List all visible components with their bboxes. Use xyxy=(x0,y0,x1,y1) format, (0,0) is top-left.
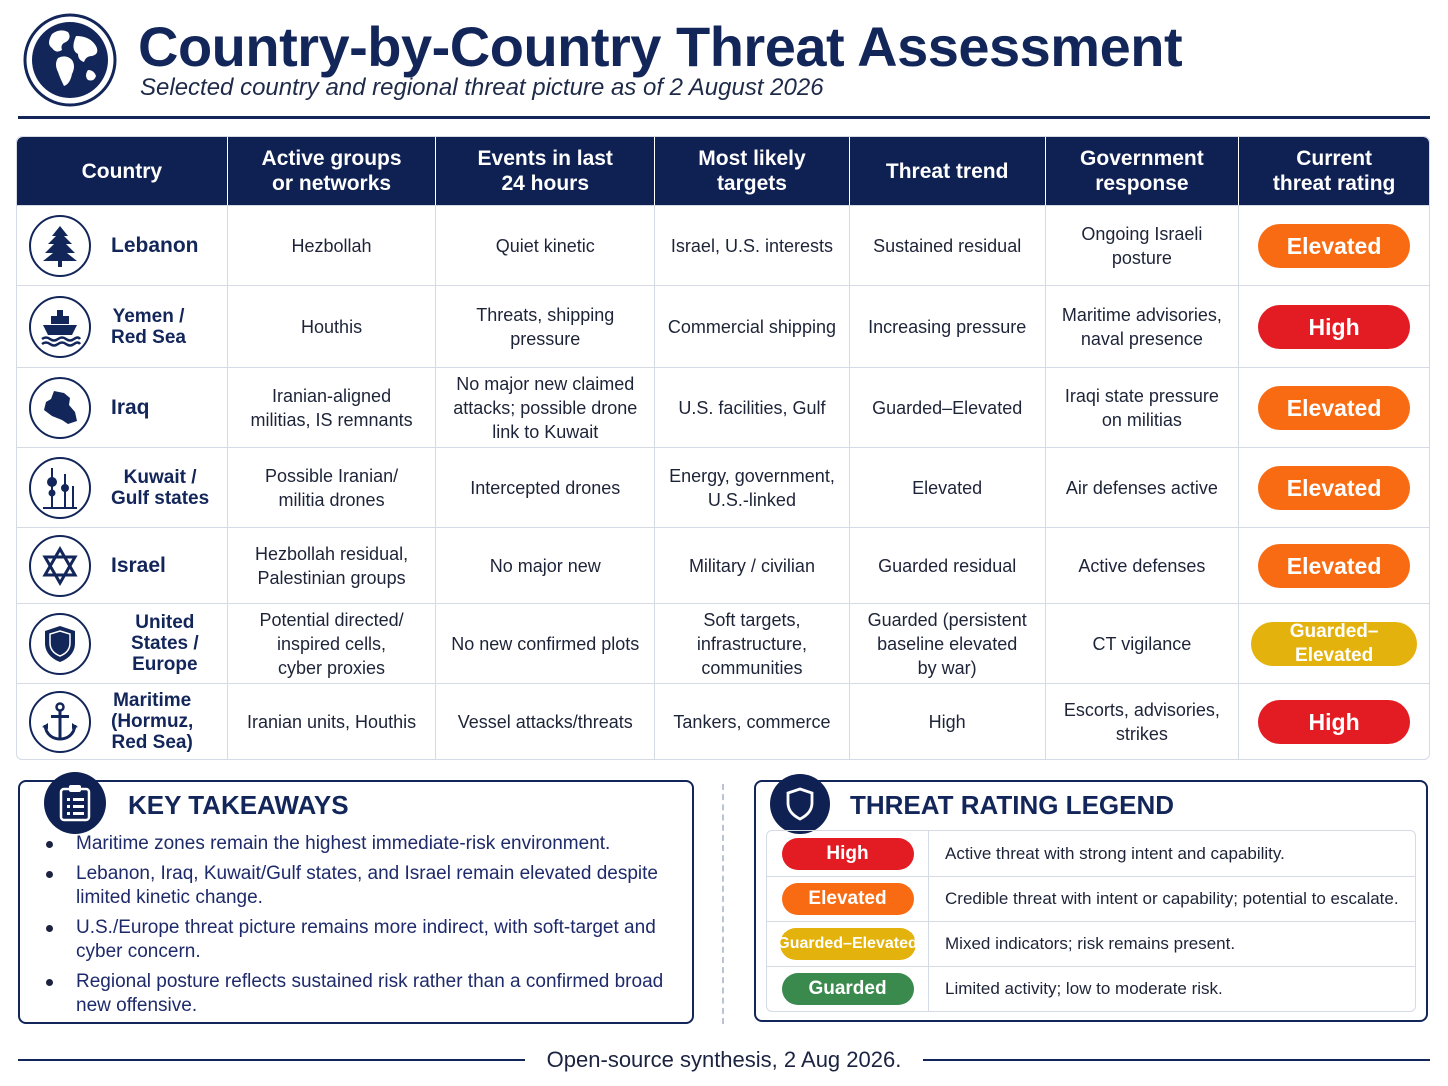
trend-cell: Increasing pressure xyxy=(850,286,1046,367)
country-name: Israel xyxy=(111,554,166,577)
country-cell xyxy=(17,286,228,367)
table-row xyxy=(17,603,1429,683)
country-name: Lebanon xyxy=(111,234,199,257)
legend-badge-cell xyxy=(767,831,929,876)
rating-cell xyxy=(1239,684,1429,759)
trend-cell: Guarded residual xyxy=(850,528,1046,603)
targets-cell: Tankers, commerce xyxy=(655,684,850,759)
list-item: U.S./Europe threat picture remains more indirect, with soft-target and cyber concern. xyxy=(42,916,682,964)
legend-row xyxy=(767,966,1415,1011)
column-header: Active groups or networks xyxy=(228,137,437,205)
events-cell: Threats, shipping pressure xyxy=(436,286,655,367)
response-cell: Air defenses active xyxy=(1046,448,1240,527)
table-row xyxy=(17,367,1429,447)
events-cell: No major new xyxy=(436,528,655,603)
rating-cell xyxy=(1239,604,1429,683)
rating-badge: Elevated xyxy=(1258,544,1410,588)
groups-cell: Potential directed/ inspired cells, cyber proxies xyxy=(228,604,437,683)
targets-cell: U.S. facilities, Gulf xyxy=(655,368,850,447)
column-header: Events in last 24 hours xyxy=(436,137,655,205)
groups-cell: Hezbollah residual, Palestinian groups xyxy=(228,528,437,603)
legend-description: Active threat with strong intent and capability. xyxy=(945,843,1285,863)
legend-badge-cell xyxy=(767,877,929,921)
cedar-tree-icon xyxy=(29,215,91,277)
table-row xyxy=(17,527,1429,603)
response-cell: Iraqi state pressure on militias xyxy=(1046,368,1240,447)
trend-cell: Guarded–Elevated xyxy=(850,368,1046,447)
rating-cell xyxy=(1239,368,1429,447)
country-name: Yemen / Red Sea xyxy=(111,305,186,348)
column-header: Most likely targets xyxy=(655,137,850,205)
country-cell xyxy=(17,528,228,603)
groups-cell: Possible Iranian/ militia drones xyxy=(228,448,437,527)
table-row xyxy=(17,285,1429,367)
events-cell: Quiet kinetic xyxy=(436,206,655,285)
threat-table xyxy=(16,136,1430,760)
country-name: United States / Europe xyxy=(131,612,199,675)
trend-cell: High xyxy=(850,684,1046,759)
events-cell: No new confirmed plots xyxy=(436,604,655,683)
legend-row xyxy=(767,921,1415,966)
header-divider xyxy=(18,116,1430,119)
rating-badge: High xyxy=(1258,700,1410,744)
rating-badge: Elevated xyxy=(1258,224,1410,268)
rating-badge: Guarded–Elevated xyxy=(1251,622,1417,666)
legend-badge: High xyxy=(782,838,914,870)
response-cell: Ongoing Israeli posture xyxy=(1046,206,1240,285)
events-cell: No major new claimed attacks; possible drone link to Kuwait xyxy=(436,368,655,447)
country-name: Maritime (Hormuz, Red Sea) xyxy=(111,690,194,753)
footer xyxy=(18,1044,1430,1076)
country-cell xyxy=(17,684,228,759)
column-header: Country xyxy=(17,137,228,205)
list-item: Regional posture reflects sustained risk rather than a confirmed broad new offensive. xyxy=(42,970,682,1018)
response-cell: CT vigilance xyxy=(1046,604,1240,683)
rating-cell xyxy=(1239,206,1429,285)
table-header xyxy=(17,137,1429,205)
groups-cell: Hezbollah xyxy=(228,206,437,285)
response-cell: Escorts, advisories, strikes xyxy=(1046,684,1240,759)
legend-badge-cell xyxy=(767,967,929,1011)
legend-table xyxy=(766,830,1416,1012)
rating-badge: Elevated xyxy=(1258,466,1410,510)
legend-badge: Guarded–Elevated xyxy=(780,928,916,960)
targets-cell: Commercial shipping xyxy=(655,286,850,367)
legend-description: Mixed indicators; risk remains present. xyxy=(945,934,1236,953)
header xyxy=(18,8,1430,116)
rating-cell xyxy=(1239,286,1429,367)
footer-rule xyxy=(18,1059,525,1061)
table-row xyxy=(17,447,1429,527)
groups-cell: Houthis xyxy=(228,286,437,367)
footer-rule xyxy=(923,1059,1430,1061)
page-subtitle: Selected country and regional threat picture as of 2 August 2026 xyxy=(140,74,824,101)
groups-cell: Iranian-aligned militias, IS remnants xyxy=(228,368,437,447)
response-cell: Maritime advisories, naval presence xyxy=(1046,286,1240,367)
rating-cell xyxy=(1239,448,1429,527)
list-item: Lebanon, Iraq, Kuwait/Gulf states, and Israel remain elevated despite limited kinetic change. xyxy=(42,862,682,910)
targets-cell: Israel, U.S. interests xyxy=(655,206,850,285)
legend-row xyxy=(767,876,1415,921)
list-item: Maritime zones remain the highest immediate-risk environment. xyxy=(42,832,682,856)
rating-badge: High xyxy=(1258,305,1410,349)
country-name: Iraq xyxy=(111,396,150,419)
shield-icon xyxy=(29,613,91,675)
groups-cell: Iranian units, Houthis xyxy=(228,684,437,759)
clipboard-icon xyxy=(44,772,106,834)
globe-icon xyxy=(22,12,118,108)
column-header: Government response xyxy=(1046,137,1240,205)
response-cell: Active defenses xyxy=(1046,528,1240,603)
trend-cell: Elevated xyxy=(850,448,1046,527)
targets-cell: Military / civilian xyxy=(655,528,850,603)
rating-badge: Elevated xyxy=(1258,386,1410,430)
country-cell xyxy=(17,368,228,447)
page-title: Country-by-Country Threat Assessment xyxy=(138,15,1183,78)
shield-icon xyxy=(770,774,830,834)
footer-text: Open-source synthesis, 2 Aug 2026. xyxy=(546,1047,902,1072)
table-body xyxy=(17,205,1429,759)
kuwait-towers-icon xyxy=(29,457,91,519)
trend-cell: Sustained residual xyxy=(850,206,1046,285)
events-cell: Vessel attacks/threats xyxy=(436,684,655,759)
targets-cell: Soft targets, infrastructure, communities xyxy=(655,604,850,683)
country-cell xyxy=(17,206,228,285)
targets-cell: Energy, government, U.S.-linked xyxy=(655,448,850,527)
legend-badge: Guarded xyxy=(782,973,914,1005)
threat-legend-panel xyxy=(754,780,1428,1022)
column-header: Threat trend xyxy=(850,137,1046,205)
table-row xyxy=(17,205,1429,285)
rating-cell xyxy=(1239,528,1429,603)
star-of-david-icon xyxy=(29,535,91,597)
column-header: Current threat rating xyxy=(1272,147,1396,195)
country-cell xyxy=(17,448,228,527)
legend-title: THREAT RATING LEGEND xyxy=(850,790,1175,820)
table-row xyxy=(17,683,1429,759)
key-takeaways-panel xyxy=(18,780,694,1024)
legend-badge: Elevated xyxy=(782,883,914,915)
country-name: Kuwait / Gulf states xyxy=(111,466,210,509)
legend-row xyxy=(767,831,1415,876)
iraq-map-icon xyxy=(29,377,91,439)
country-cell xyxy=(17,604,228,683)
legend-badge-cell xyxy=(767,922,929,966)
ship-icon xyxy=(29,296,91,358)
anchor-icon xyxy=(29,691,91,753)
legend-description: Credible threat with intent or capability; potential to escalate. xyxy=(945,889,1399,908)
key-takeaways-title: KEY TAKEAWAYS xyxy=(128,790,349,820)
legend-description: Limited activity; low to moderate risk. xyxy=(945,979,1223,998)
panel-separator xyxy=(722,784,724,1024)
takeaways-list xyxy=(42,832,682,1024)
events-cell: Intercepted drones xyxy=(436,448,655,527)
trend-cell: Guarded (persistent baseline elevated by war) xyxy=(850,604,1046,683)
